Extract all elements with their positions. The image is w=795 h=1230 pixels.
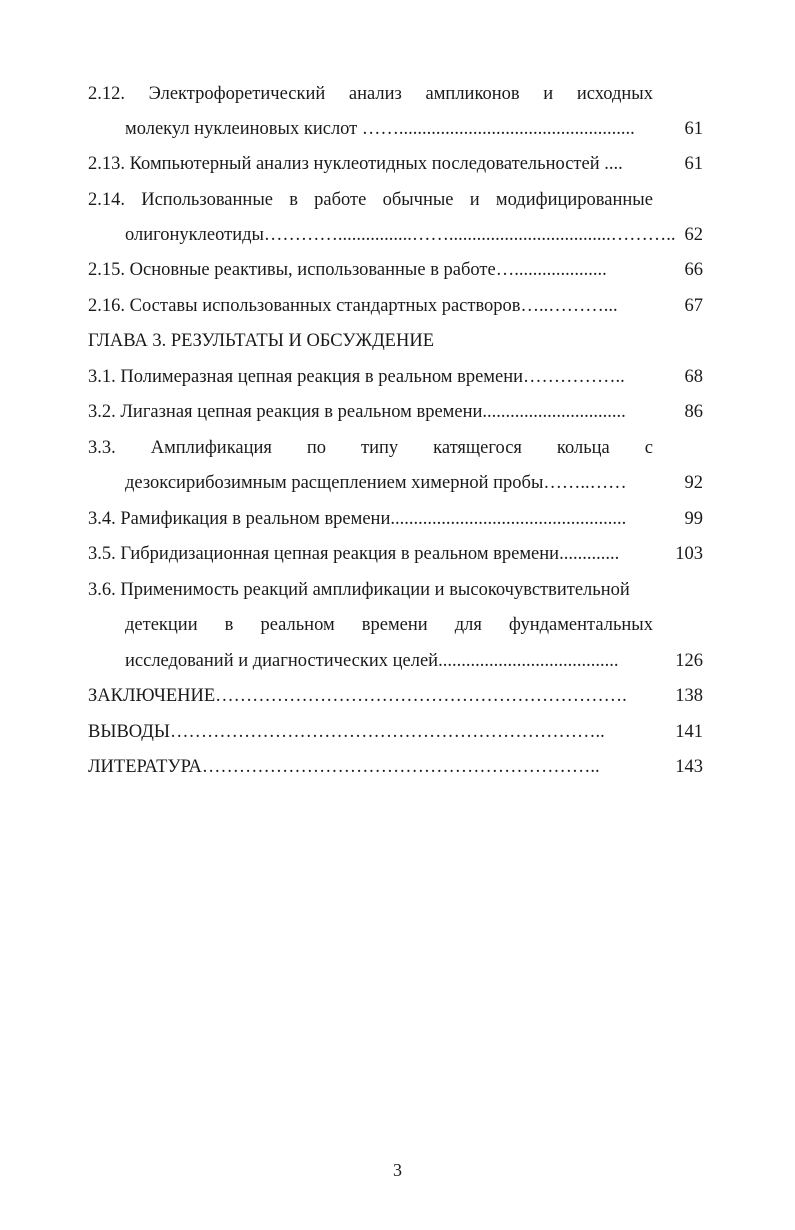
toc-page-3-1: 68	[684, 367, 703, 387]
toc-page-3-6: 126	[675, 651, 703, 671]
toc-entry-2-13[interactable]: 2.13. Компьютерный анализ нуклеотидных последовательностей ....	[88, 154, 623, 174]
toc-entry-word: в	[224, 615, 234, 635]
toc-entry-word: по	[306, 438, 327, 458]
toc-page-3-5: 103	[675, 544, 703, 564]
toc-entry-word: обычные	[382, 190, 454, 210]
toc-entry-2-16[interactable]: 2.16. Составы использованных стандартных растворов…..………...	[88, 296, 618, 316]
toc-page-3-3: 92	[684, 473, 703, 493]
toc-entry-3-3-line-1[interactable]	[88, 436, 653, 460]
toc-entry-3-3-line-2[interactable]: дезоксирибозимным расщеплением химерной пробы……..……	[125, 473, 627, 493]
toc-entry-3-6-line-3[interactable]: исследований и диагностических целей.......................................	[125, 651, 619, 671]
toc-entry-word: детекции	[125, 615, 198, 635]
toc-entry-2-14-line-1[interactable]	[88, 188, 653, 212]
toc-entry-word: 2.12.	[88, 84, 125, 104]
toc-page-literature: 143	[675, 757, 703, 777]
toc-entry-word: работе	[314, 190, 367, 210]
toc-entry-word: реальном	[260, 615, 335, 635]
toc-entry-word: в	[289, 190, 298, 210]
toc-entry-word: Использованные	[141, 190, 273, 210]
toc-entry-word: Амплификация	[150, 438, 272, 458]
toc-entry-word: ампликонов	[425, 84, 520, 104]
toc-entry-word: кольца	[556, 438, 610, 458]
toc-entry-2-15[interactable]: 2.15. Основные реактивы, использованные в работе…....................	[88, 260, 607, 280]
toc-entry-2-12-line-2[interactable]: молекул нуклеиновых кислот ……...................................................	[125, 119, 635, 139]
toc-entry-3-4[interactable]: 3.4. Рамификация в реальном времени...................................................	[88, 509, 627, 529]
toc-entry-3-2[interactable]: 3.2. Лигазная цепная реакция в реальном времени...............................	[88, 402, 626, 422]
toc-entry-3-6-line-2[interactable]	[125, 613, 653, 637]
toc-entry-2-12-line-1[interactable]	[88, 82, 653, 106]
toc-entry-word: 2.14.	[88, 190, 125, 210]
toc-page-2-14: 62	[684, 225, 703, 245]
toc-page-2-15: 66	[684, 260, 703, 280]
toc-page-findings: 141	[675, 722, 703, 742]
toc-page-3-2: 86	[684, 402, 703, 422]
toc-entry-word: 3.3.	[88, 438, 116, 458]
toc-entry-word: исходных	[576, 84, 653, 104]
toc-entry-word: для	[454, 615, 482, 635]
toc-entry-2-14-line-2[interactable]: олигонуклеотиды…………................……...................................………..	[125, 225, 676, 245]
toc-page-3-4: 99	[684, 509, 703, 529]
toc-page-2-13: 61	[684, 154, 703, 174]
toc-entry-findings[interactable]: ВЫВОДЫ……………………………………………………………..	[88, 722, 605, 742]
toc-entry-word: Электрофоретический	[148, 84, 326, 104]
toc-entry-word: времени	[361, 615, 428, 635]
toc-entry-word: и	[543, 84, 554, 104]
toc-entry-word: типу	[361, 438, 399, 458]
toc-entry-3-1[interactable]: 3.1. Полимеразная цепная реакция в реальном времени……………..	[88, 367, 625, 387]
toc-entry-word: модифицированные	[495, 190, 653, 210]
toc-entry-word: катящегося	[433, 438, 522, 458]
page-number: 3	[393, 1160, 402, 1180]
toc-entry-word: фундаментальных	[508, 615, 653, 635]
toc-entry-word: с	[644, 438, 653, 458]
toc-entry-word: анализ	[348, 84, 402, 104]
toc-entry-word: и	[469, 190, 480, 210]
toc-entry-conclusion[interactable]: ЗАКЛЮЧЕНИЕ………………………………………………………….	[88, 686, 627, 706]
toc-page-conclusion: 138	[675, 686, 703, 706]
toc-entry-literature[interactable]: ЛИТЕРАТУРА………………………………………………………..	[88, 757, 600, 777]
toc-page-2-12: 61	[684, 119, 703, 139]
chapter-3-heading[interactable]: ГЛАВА 3. РЕЗУЛЬТАТЫ И ОБСУЖДЕНИЕ	[88, 331, 435, 351]
toc-page-2-16: 67	[684, 296, 703, 316]
toc-entry-3-6-line-1[interactable]: 3.6. Применимость реакций амплификации и высокочувствительной	[88, 580, 630, 600]
toc-entry-3-5[interactable]: 3.5. Гибридизационная цепная реакция в реальном времени.............	[88, 544, 620, 564]
